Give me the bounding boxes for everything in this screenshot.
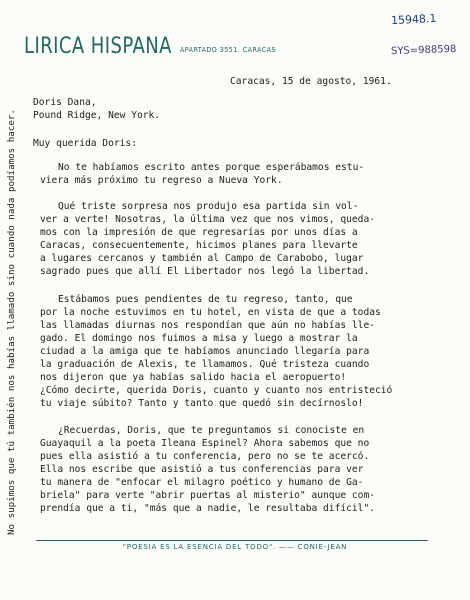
- body-line: mos con la impresión de que regresarías por unos días a: [40, 227, 358, 238]
- letter-date: Caracas, 15 de agosto, 1961.: [230, 76, 392, 87]
- body-line: Caracas, consecuentemente, hicimos planes para llevarte: [40, 240, 358, 251]
- body-line: Qué triste sorpresa nos produjo esa partida sin vol-: [58, 201, 359, 212]
- body-line: tu manera de "enfocar el milagro poético y humano de Ga-: [40, 477, 364, 488]
- salutation: Muy querida Doris:: [33, 138, 137, 149]
- body-line: ¿Cómo decirte, querida Doris, cuanto y cuanto nos entristeció: [40, 385, 393, 396]
- recipient-name: Doris Dana,: [33, 97, 97, 108]
- letterhead-title: LIRICA HISPANA: [24, 34, 172, 59]
- body-line: No te habíamos escrito antes porque esperábamos estu-: [58, 162, 365, 173]
- body-line: nos dijeron que ya habías salido hacia el aeropuerto!: [40, 372, 347, 383]
- recipient-address: Pound Ridge, New York.: [33, 110, 161, 121]
- body-line: las llamadas diurnas nos respondían que aún no habías lle-: [40, 320, 376, 331]
- body-line: la graduación de Alexis, te llamamos. Qué tristeza cuando: [40, 359, 370, 370]
- body-line: Guayaquil a la poeta Ileana Espinel? Ahora sabemos que no: [40, 438, 370, 449]
- body-line: gado. El domingo nos fuimos a misa y luego a mostrar la: [40, 333, 358, 344]
- archive-stamp: 15948.1: [390, 11, 437, 28]
- letterhead-address: APARTADO 3551. CARACAS: [180, 46, 276, 54]
- body-line: sagrado pues que allí El Libertador nos legó la libertad.: [40, 266, 370, 277]
- body-line: tu viaje súbito? Tanto y tanto que quedó sin decírnoslo!: [40, 398, 364, 409]
- footer-divider: [36, 540, 428, 541]
- body-line: ¿Recuerdas, Doris, que te preguntamos si conociste en: [58, 425, 365, 436]
- body-line: viera más próximo tu regreso a Nueva York.: [40, 175, 283, 186]
- body-line: Estábamos pues pendientes de tu regreso, tanto, que: [58, 294, 353, 305]
- margin-note: No supimos que tú también nos habías llamado sino cuando nada podíamos hacer.: [6, 109, 17, 535]
- body-line: ver a verte! Nosotras, la última vez que nos vimos, queda-: [40, 214, 376, 225]
- body-line: a lugares cercanos y también al Campo de Carabobo, lugar: [40, 253, 364, 264]
- body-line: por la noche estuvimos en tu hotel, en vista de que a todas: [40, 307, 381, 318]
- letter-footer: "POESIA ES LA ESENCIA DEL TODO". —— CONIE-JEAN: [122, 543, 348, 551]
- body-line: prendía que a ti, "más que a nadie, le resultaba difícil".: [40, 503, 376, 514]
- body-line: ciudad a la amiga que te habíamos anunciado llegaría para: [40, 346, 370, 357]
- body-line: briela" para verte "abrir puertas al misterio" aunque com-: [40, 490, 376, 501]
- body-line: Ella nos escribe que asistió a tus conferencias para ver: [40, 464, 364, 475]
- archive-stamp-code: SYS=988598: [390, 43, 457, 58]
- body-line: pues ella asistió a tu conferencia, pero no se te acercó.: [40, 451, 370, 462]
